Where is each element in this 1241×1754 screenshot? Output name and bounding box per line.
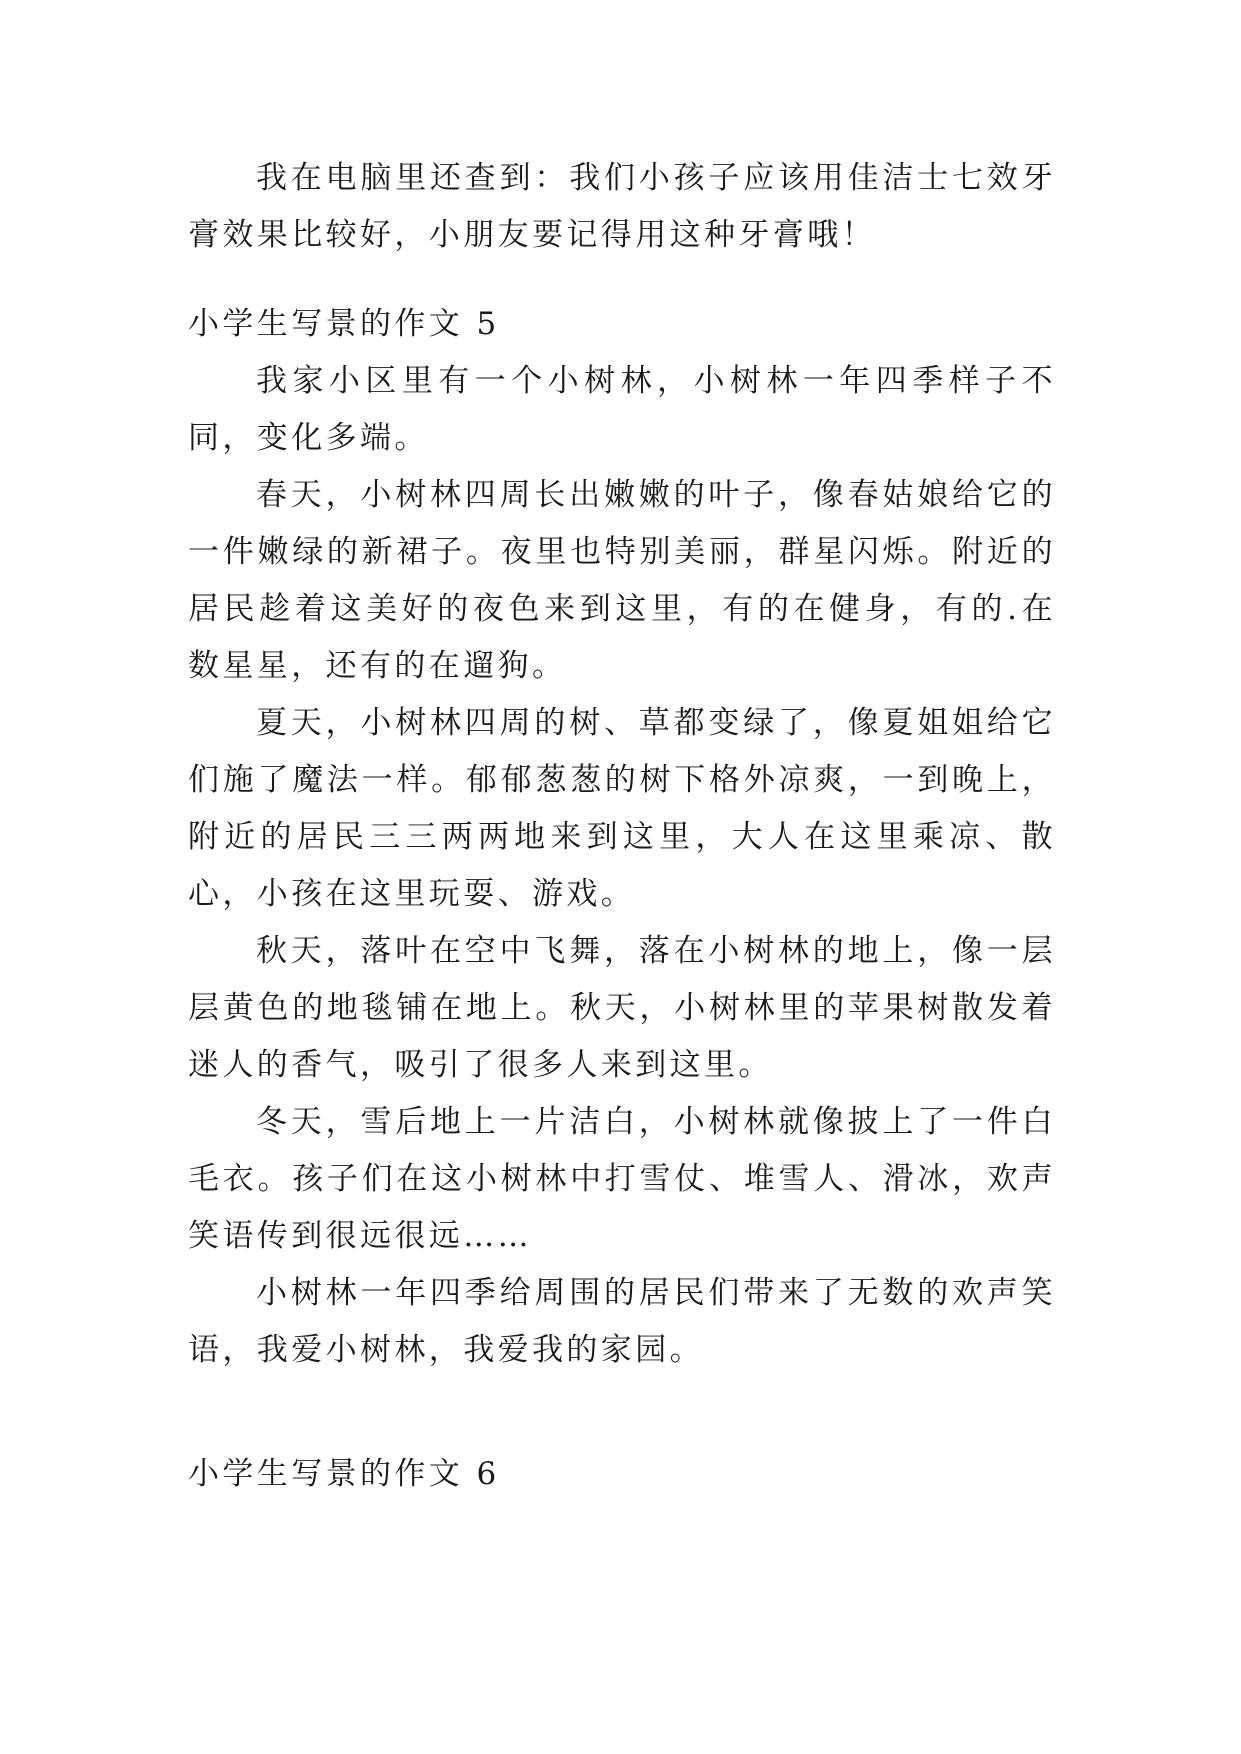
paragraph: 夏天，小树林四周的树、草都变绿了，像夏姐姐给它们施了魔法一样。郁郁葱葱的树下格外凉爽，一到晚上，附近的居民三三两两地来到这里，大人在这里乘凉、散心，小孩在这里玩耍、游戏。 <box>188 705 1056 912</box>
paragraph: 冬天，雪后地上一片洁白，小树林就像披上了一件白毛衣。孩子们在这小树林中打雪仗、堆雪人、滑冰，欢声笑语传到很远很远…… <box>188 1104 1056 1254</box>
essay-6-heading: 小学生写景的作文 6 <box>188 1456 500 1492</box>
paragraph: 秋天，落叶在空中飞舞，落在小树林的地上，像一层层黄色的地毯铺在地上。秋天，小树林里的苹果树散发着迷人的香气，吸引了很多人来到这里。 <box>188 933 1056 1083</box>
essay-5-body <box>188 353 1056 1379</box>
paragraph: 我在电脑里还查到：我们小孩子应该用佳洁士七效牙膏效果比较好，小朋友要记得用这种牙膏哦！ <box>188 160 1056 253</box>
paragraph: 春天，小树林四周长出嫩嫩的叶子，像春姑娘给它的一件嫩绿的新裙子。夜里也特别美丽，群星闪烁。附近的居民趁着这美好的夜色来到这里，有的在健身，有的.在数星星，还有的在遛狗。 <box>188 477 1056 684</box>
paragraph: 小树林一年四季给周围的居民们带来了无数的欢声笑语，我爱小树林，我爱我的家园。 <box>188 1275 1056 1368</box>
paragraph: 我家小区里有一个小树林，小树林一年四季样子不同，变化多端。 <box>188 363 1056 456</box>
intro-section <box>188 150 1056 264</box>
essay-5-heading: 小学生写景的作文 5 <box>188 306 500 342</box>
